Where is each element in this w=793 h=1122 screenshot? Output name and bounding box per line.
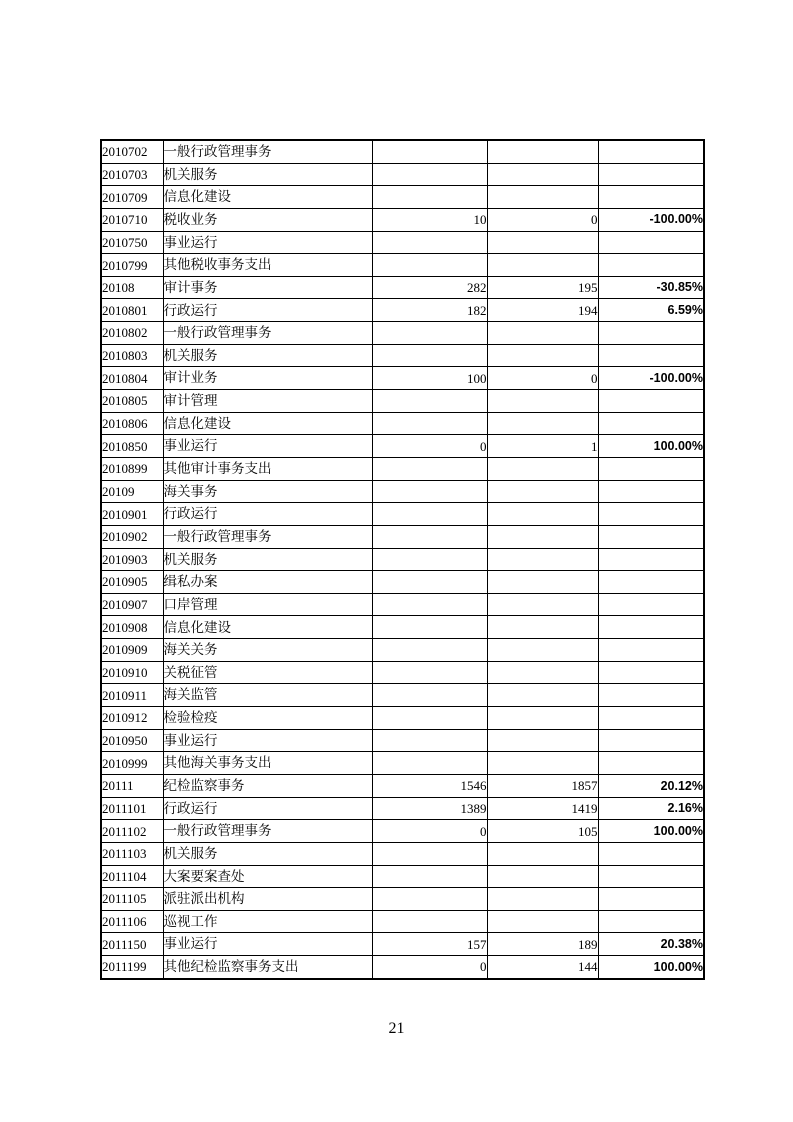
row-category-name: 其他税收事务支出 <box>163 254 372 277</box>
row-category-name: 机关服务 <box>163 163 372 186</box>
table-row <box>101 684 704 707</box>
table-row <box>101 933 704 956</box>
row-curr-year-value <box>487 548 598 571</box>
row-code: 2010702 <box>101 140 163 163</box>
row-prev-year-value: 282 <box>372 276 487 299</box>
row-change-percent: -30.85% <box>598 276 704 299</box>
row-code: 2010903 <box>101 548 163 571</box>
row-change-percent <box>598 390 704 413</box>
row-code: 2010710 <box>101 208 163 231</box>
row-change-percent <box>598 888 704 911</box>
row-code: 20109 <box>101 480 163 503</box>
row-category-name: 事业运行 <box>163 729 372 752</box>
row-category-name: 口岸管理 <box>163 593 372 616</box>
row-change-percent <box>598 480 704 503</box>
table-row <box>101 322 704 345</box>
row-category-name: 检验检疫 <box>163 707 372 730</box>
row-category-name: 信息化建设 <box>163 412 372 435</box>
row-category-name: 机关服务 <box>163 344 372 367</box>
table-row <box>101 480 704 503</box>
row-prev-year-value <box>372 503 487 526</box>
row-code: 2011102 <box>101 820 163 843</box>
row-change-percent: 20.38% <box>598 933 704 956</box>
table-row <box>101 729 704 752</box>
row-curr-year-value <box>487 231 598 254</box>
row-category-name: 派驻派出机构 <box>163 888 372 911</box>
row-prev-year-value <box>372 865 487 888</box>
row-prev-year-value <box>372 888 487 911</box>
row-prev-year-value <box>372 186 487 209</box>
table-row <box>101 797 704 820</box>
row-prev-year-value <box>372 684 487 707</box>
table-row <box>101 299 704 322</box>
table-row <box>101 639 704 662</box>
table-row <box>101 435 704 458</box>
row-category-name: 事业运行 <box>163 435 372 458</box>
row-change-percent <box>598 639 704 662</box>
row-code: 2010803 <box>101 344 163 367</box>
row-code: 2011103 <box>101 842 163 865</box>
row-category-name: 一般行政管理事务 <box>163 140 372 163</box>
row-prev-year-value <box>372 548 487 571</box>
table-row <box>101 956 704 979</box>
row-change-percent: 20.12% <box>598 774 704 797</box>
row-curr-year-value <box>487 412 598 435</box>
row-curr-year-value <box>487 140 598 163</box>
row-change-percent <box>598 254 704 277</box>
row-change-percent <box>598 344 704 367</box>
row-change-percent <box>598 571 704 594</box>
row-code: 2010950 <box>101 729 163 752</box>
row-category-name: 信息化建设 <box>163 186 372 209</box>
row-change-percent <box>598 503 704 526</box>
row-prev-year-value <box>372 616 487 639</box>
table-row <box>101 208 704 231</box>
row-code: 2010750 <box>101 231 163 254</box>
row-category-name: 其他审计事务支出 <box>163 457 372 480</box>
row-code: 2010911 <box>101 684 163 707</box>
row-curr-year-value <box>487 616 598 639</box>
budget-table-body <box>101 140 704 979</box>
row-prev-year-value: 0 <box>372 820 487 843</box>
row-category-name: 一般行政管理事务 <box>163 820 372 843</box>
row-change-percent <box>598 548 704 571</box>
row-curr-year-value: 1 <box>487 435 598 458</box>
row-prev-year-value <box>372 322 487 345</box>
row-code: 2010912 <box>101 707 163 730</box>
row-change-percent <box>598 593 704 616</box>
table-row <box>101 525 704 548</box>
row-curr-year-value <box>487 729 598 752</box>
row-prev-year-value: 100 <box>372 367 487 390</box>
row-code: 2010703 <box>101 163 163 186</box>
row-prev-year-value <box>372 163 487 186</box>
row-curr-year-value <box>487 254 598 277</box>
row-curr-year-value: 195 <box>487 276 598 299</box>
row-curr-year-value <box>487 888 598 911</box>
row-prev-year-value: 1546 <box>372 774 487 797</box>
row-prev-year-value <box>372 661 487 684</box>
row-curr-year-value <box>487 344 598 367</box>
row-category-name: 行政运行 <box>163 503 372 526</box>
row-category-name: 海关监管 <box>163 684 372 707</box>
row-code: 2011101 <box>101 797 163 820</box>
row-code: 2010804 <box>101 367 163 390</box>
row-category-name: 审计管理 <box>163 390 372 413</box>
row-prev-year-value: 0 <box>372 435 487 458</box>
page-number: 21 <box>388 1020 405 1037</box>
row-code: 2010999 <box>101 752 163 775</box>
table-row <box>101 593 704 616</box>
row-category-name: 巡视工作 <box>163 910 372 933</box>
row-code: 2010908 <box>101 616 163 639</box>
row-category-name: 行政运行 <box>163 797 372 820</box>
row-code: 2010802 <box>101 322 163 345</box>
row-code: 2011104 <box>101 865 163 888</box>
row-prev-year-value <box>372 910 487 933</box>
table-row <box>101 774 704 797</box>
row-change-percent: 100.00% <box>598 435 704 458</box>
row-change-percent: 2.16% <box>598 797 704 820</box>
row-category-name: 机关服务 <box>163 548 372 571</box>
row-curr-year-value <box>487 457 598 480</box>
row-curr-year-value <box>487 163 598 186</box>
row-code: 2010806 <box>101 412 163 435</box>
row-code: 2010905 <box>101 571 163 594</box>
row-category-name: 海关事务 <box>163 480 372 503</box>
row-prev-year-value <box>372 639 487 662</box>
table-row <box>101 820 704 843</box>
row-curr-year-value: 1857 <box>487 774 598 797</box>
table-row <box>101 548 704 571</box>
row-curr-year-value <box>487 684 598 707</box>
row-prev-year-value: 182 <box>372 299 487 322</box>
row-prev-year-value <box>372 457 487 480</box>
row-curr-year-value: 144 <box>487 956 598 979</box>
row-change-percent <box>598 865 704 888</box>
table-row <box>101 163 704 186</box>
row-curr-year-value <box>487 525 598 548</box>
table-row <box>101 910 704 933</box>
row-category-name: 审计事务 <box>163 276 372 299</box>
row-category-name: 事业运行 <box>163 231 372 254</box>
row-change-percent: 100.00% <box>598 956 704 979</box>
table-row <box>101 254 704 277</box>
row-code: 2010907 <box>101 593 163 616</box>
table-row <box>101 390 704 413</box>
row-curr-year-value <box>487 865 598 888</box>
row-curr-year-value <box>487 322 598 345</box>
row-prev-year-value: 157 <box>372 933 487 956</box>
row-change-percent <box>598 616 704 639</box>
row-change-percent: -100.00% <box>598 367 704 390</box>
row-category-name: 一般行政管理事务 <box>163 525 372 548</box>
row-change-percent: 100.00% <box>598 820 704 843</box>
table-row <box>101 457 704 480</box>
table-row <box>101 616 704 639</box>
row-curr-year-value <box>487 910 598 933</box>
table-row <box>101 344 704 367</box>
row-code: 2011105 <box>101 888 163 911</box>
row-code: 2010850 <box>101 435 163 458</box>
row-prev-year-value <box>372 752 487 775</box>
row-curr-year-value: 105 <box>487 820 598 843</box>
row-curr-year-value <box>487 571 598 594</box>
row-category-name: 一般行政管理事务 <box>163 322 372 345</box>
table-row <box>101 752 704 775</box>
row-prev-year-value <box>372 344 487 367</box>
row-curr-year-value <box>487 842 598 865</box>
row-change-percent <box>598 525 704 548</box>
row-category-name: 事业运行 <box>163 933 372 956</box>
row-code: 20111 <box>101 774 163 797</box>
row-prev-year-value <box>372 525 487 548</box>
row-curr-year-value <box>487 593 598 616</box>
row-change-percent <box>598 457 704 480</box>
row-code: 2010801 <box>101 299 163 322</box>
row-change-percent <box>598 322 704 345</box>
row-category-name: 其他海关事务支出 <box>163 752 372 775</box>
row-change-percent <box>598 910 704 933</box>
row-curr-year-value <box>487 752 598 775</box>
table-row <box>101 231 704 254</box>
row-change-percent <box>598 729 704 752</box>
row-curr-year-value: 0 <box>487 367 598 390</box>
row-category-name: 行政运行 <box>163 299 372 322</box>
row-category-name: 审计业务 <box>163 367 372 390</box>
row-prev-year-value <box>372 254 487 277</box>
row-code: 2011150 <box>101 933 163 956</box>
row-curr-year-value <box>487 186 598 209</box>
row-prev-year-value <box>372 140 487 163</box>
row-prev-year-value: 1389 <box>372 797 487 820</box>
row-prev-year-value <box>372 842 487 865</box>
row-category-name: 纪检监察事务 <box>163 774 372 797</box>
row-prev-year-value <box>372 390 487 413</box>
row-change-percent: 6.59% <box>598 299 704 322</box>
row-code: 2010799 <box>101 254 163 277</box>
row-code: 2010902 <box>101 525 163 548</box>
table-row <box>101 276 704 299</box>
table-row <box>101 571 704 594</box>
row-category-name: 税收业务 <box>163 208 372 231</box>
row-prev-year-value <box>372 480 487 503</box>
table-row <box>101 367 704 390</box>
budget-table <box>100 139 705 980</box>
row-code: 2010910 <box>101 661 163 684</box>
row-change-percent <box>598 412 704 435</box>
row-curr-year-value: 189 <box>487 933 598 956</box>
row-curr-year-value <box>487 480 598 503</box>
row-prev-year-value <box>372 593 487 616</box>
row-change-percent <box>598 842 704 865</box>
row-code: 2010899 <box>101 457 163 480</box>
row-category-name: 缉私办案 <box>163 571 372 594</box>
row-code: 2011106 <box>101 910 163 933</box>
table-row <box>101 186 704 209</box>
row-change-percent <box>598 661 704 684</box>
row-code: 2010909 <box>101 639 163 662</box>
row-category-name: 信息化建设 <box>163 616 372 639</box>
row-change-percent: -100.00% <box>598 208 704 231</box>
row-curr-year-value: 194 <box>487 299 598 322</box>
table-row <box>101 842 704 865</box>
row-change-percent <box>598 231 704 254</box>
row-prev-year-value: 10 <box>372 208 487 231</box>
row-category-name: 关税征管 <box>163 661 372 684</box>
table-row <box>101 140 704 163</box>
row-prev-year-value <box>372 412 487 435</box>
row-prev-year-value <box>372 571 487 594</box>
table-row <box>101 707 704 730</box>
row-prev-year-value <box>372 707 487 730</box>
table-row <box>101 661 704 684</box>
row-code: 2010901 <box>101 503 163 526</box>
row-curr-year-value <box>487 707 598 730</box>
row-code: 2010805 <box>101 390 163 413</box>
table-row <box>101 888 704 911</box>
row-curr-year-value <box>487 661 598 684</box>
row-category-name: 其他纪检监察事务支出 <box>163 956 372 979</box>
row-change-percent <box>598 707 704 730</box>
row-category-name: 大案要案查处 <box>163 865 372 888</box>
row-code: 2010709 <box>101 186 163 209</box>
row-code: 2011199 <box>101 956 163 979</box>
row-curr-year-value: 0 <box>487 208 598 231</box>
table-row <box>101 865 704 888</box>
row-curr-year-value <box>487 390 598 413</box>
row-prev-year-value <box>372 729 487 752</box>
row-code: 20108 <box>101 276 163 299</box>
row-curr-year-value <box>487 639 598 662</box>
row-curr-year-value <box>487 503 598 526</box>
row-change-percent <box>598 163 704 186</box>
row-curr-year-value: 1419 <box>487 797 598 820</box>
row-prev-year-value <box>372 231 487 254</box>
row-change-percent <box>598 140 704 163</box>
row-change-percent <box>598 684 704 707</box>
row-category-name: 机关服务 <box>163 842 372 865</box>
row-prev-year-value: 0 <box>372 956 487 979</box>
row-change-percent <box>598 752 704 775</box>
table-row <box>101 412 704 435</box>
row-change-percent <box>598 186 704 209</box>
table-row <box>101 503 704 526</box>
row-category-name: 海关关务 <box>163 639 372 662</box>
